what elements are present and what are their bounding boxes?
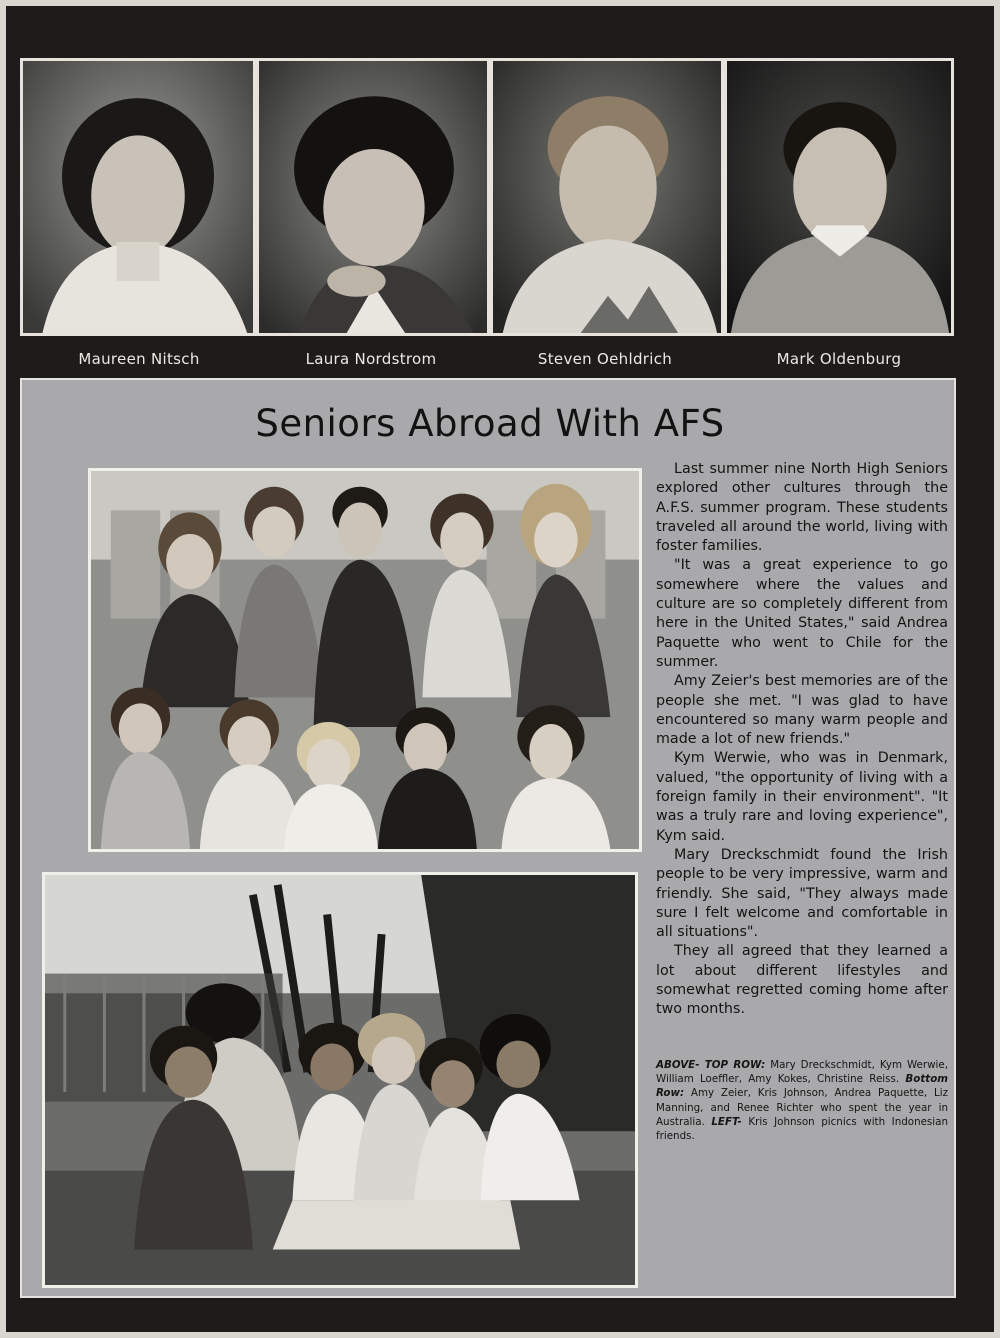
article-paragraph: Amy Zeier's best memories are of the people she met. "I was glad to have encountered so many warm people and made a lot of new friends." bbox=[656, 673, 948, 748]
article-title: Seniors Abroad With AFS bbox=[255, 402, 725, 445]
caption-text-bottom: Amy Zeier, Kris Johnson, Andrea Paquette, Liz Manning, and Renee Richter who spent the year in Australia. bbox=[656, 1087, 948, 1128]
group-photo bbox=[88, 468, 642, 852]
article-paragraph: Mary Dreckschmidt found the Irish people to be very impressive, warm and friendly. She said, "They always made sure I felt welcome and comfortable in all situations". bbox=[656, 846, 948, 941]
caption-label-above: ABOVE- TOP ROW: bbox=[656, 1059, 766, 1071]
caption-text-left: Kris Johnson picnics with Indonesian friends. bbox=[656, 1115, 948, 1143]
portrait-caption-2: Laura Nordstrom bbox=[305, 350, 437, 368]
caption-label-bottom: Bottom Row: bbox=[656, 1073, 948, 1100]
article-paragraph: Last summer nine North High Seniors explored other cultures through the A.F.S. summer program. These students traveled all around the world, living with foster families. bbox=[656, 461, 948, 555]
article-panel bbox=[20, 378, 956, 1298]
portrait-photo-1 bbox=[20, 58, 256, 336]
caption-text-above: Mary Dreckschmidt, Kym Werwie, William Loeffler, Amy Kokes, Christine Reiss. bbox=[656, 1059, 948, 1086]
picnic-photo bbox=[42, 872, 638, 1288]
caption-label-left: LEFT- bbox=[711, 1115, 742, 1128]
portrait-caption-1: Maureen Nitsch bbox=[78, 350, 200, 368]
article-paragraph: They all agreed that they learned a lot about different lifestyles and somewhat regretted coming home after two months. bbox=[656, 943, 948, 1018]
photo-caption bbox=[656, 1058, 948, 1143]
article-body bbox=[656, 460, 948, 1020]
portrait-photo-3 bbox=[490, 58, 724, 336]
article-paragraph: Kym Werwie, who was in Denmark, valued, "the opportunity of living with a foreign family in their environment". "It was a truly rare and loving experience", Kym said. bbox=[656, 750, 948, 844]
article-paragraph: "It was a great experience to go somewhere where the values and culture are so completely different from here in the United States," said Andrea Paquette who went to Chile for the summer. bbox=[656, 557, 948, 670]
portrait-photo-2 bbox=[256, 58, 490, 336]
portrait-caption-3: Steven Oehldrich bbox=[537, 350, 673, 368]
portrait-photo-4 bbox=[724, 58, 954, 336]
portrait-caption-4: Mark Oldenburg bbox=[776, 350, 902, 368]
